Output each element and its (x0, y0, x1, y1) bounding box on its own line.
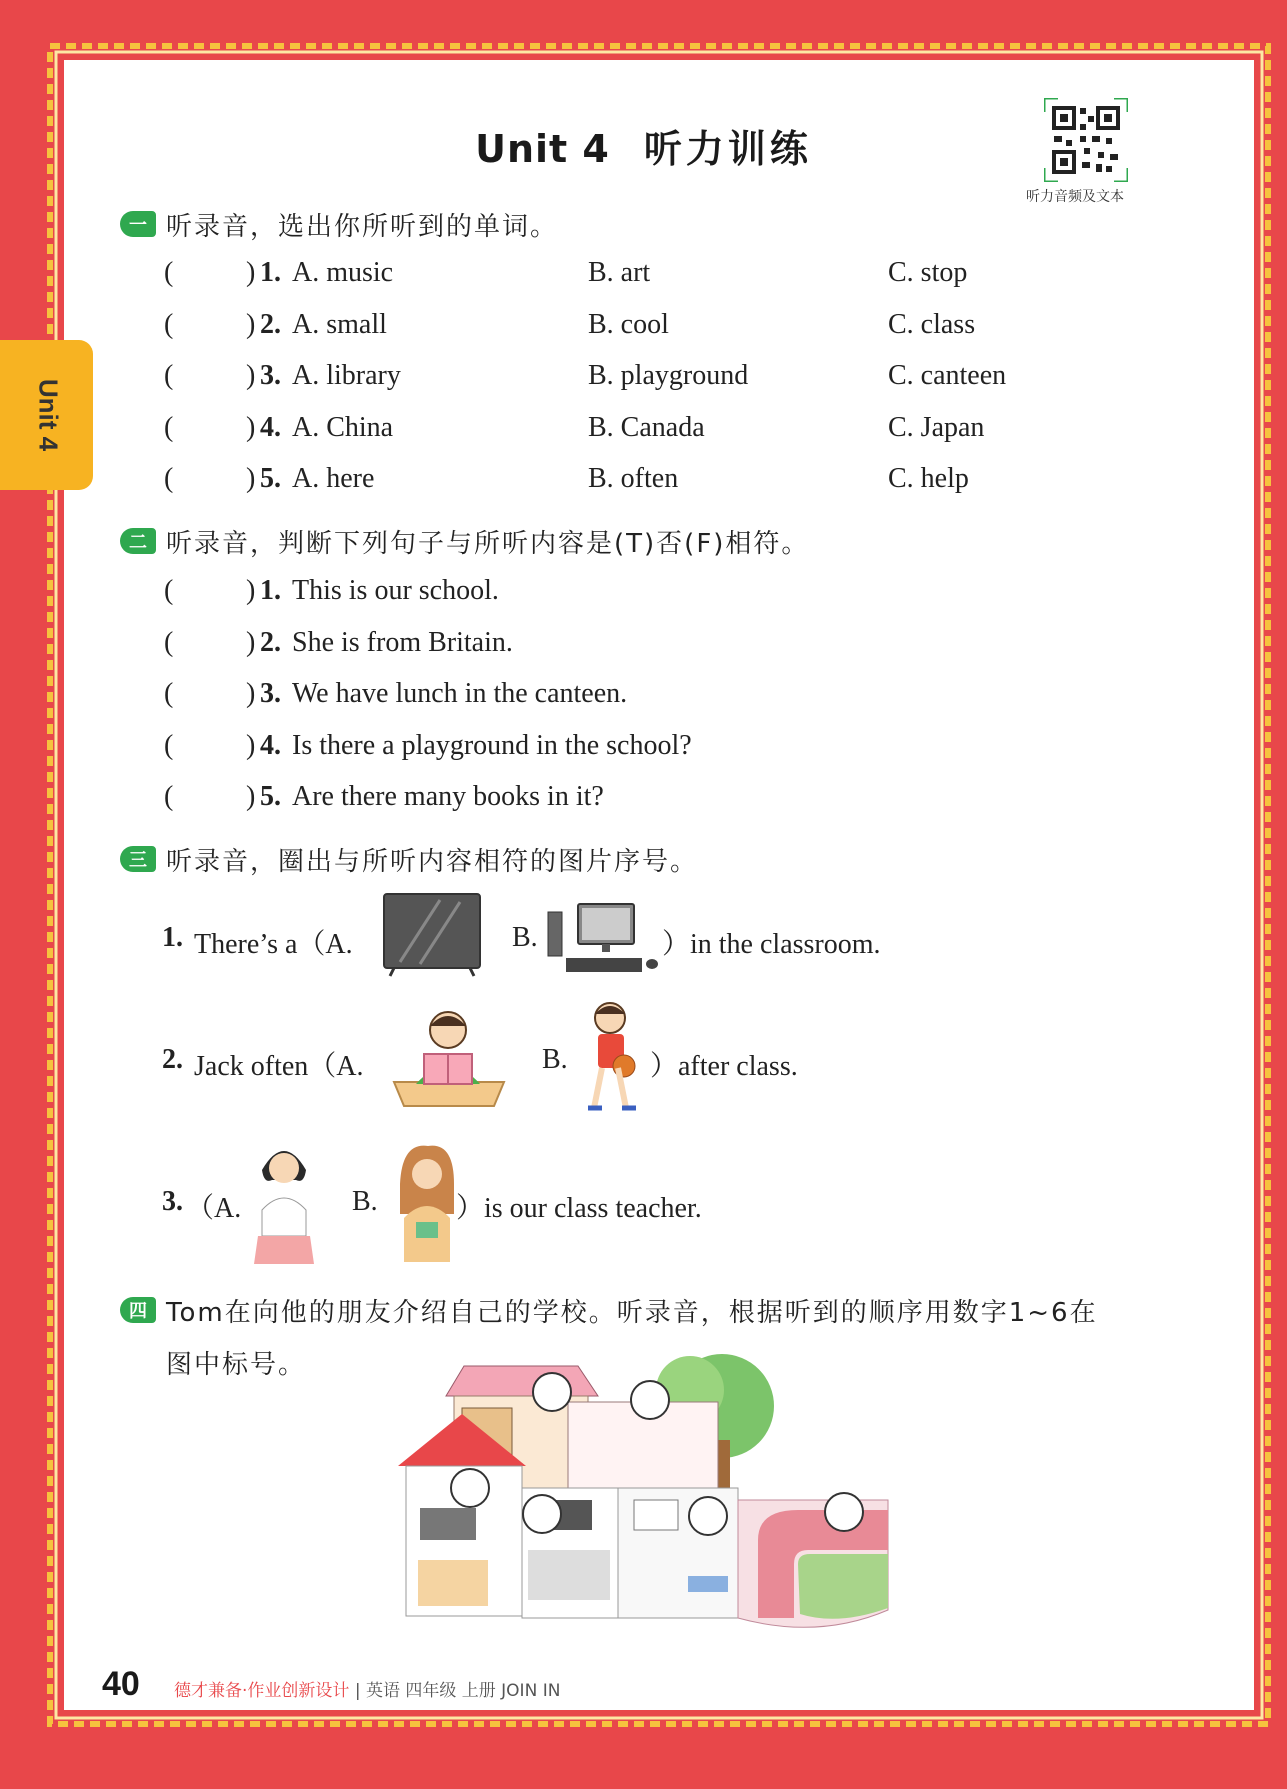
boy-reading-icon[interactable] (386, 1008, 512, 1112)
question-text-pre: （A. (186, 1193, 242, 1224)
section-badge: 三 (120, 846, 156, 872)
option-c: C. Japan (888, 411, 985, 443)
section-instruction-cont: 图中标号。 (166, 1350, 307, 1380)
answer-blank-close: ) (246, 411, 256, 443)
option-b: B. often (588, 463, 679, 494)
answer-blank[interactable]: ( (164, 411, 174, 443)
section-3-header (120, 842, 698, 876)
answer-blank[interactable]: ( (164, 626, 174, 658)
question-number: 5. (260, 463, 281, 494)
page-number: 40 (102, 1665, 140, 1703)
question-number: 3. (260, 678, 281, 709)
section-instruction: 听录音，判断下列句子与所听内容是(T)否(F)相符。 (166, 528, 810, 559)
section-instruction: 听录音，圈出与所听内容相符的图片序号。 (166, 846, 699, 877)
statement-text: We have lunch in the canteen. (292, 678, 628, 709)
question-number: 2. (260, 626, 281, 658)
side-tab-label: Unit 4 (33, 378, 64, 452)
section-4-header (120, 1293, 1098, 1327)
option-b: B. art (588, 257, 651, 288)
statement-text: Are there many books in it? (292, 781, 604, 812)
answer-blank-close: ) (246, 678, 256, 709)
option-b: B. playground (588, 360, 749, 391)
option-a: A. small (292, 308, 387, 340)
option-a: A. here (292, 463, 375, 494)
question-number: 3. (260, 360, 281, 391)
statement-text: Is there a playground in the school? (292, 729, 692, 761)
woman-teacher-a-icon[interactable] (252, 1140, 316, 1264)
question-number: 2. (260, 308, 281, 340)
option-b: B. cool (588, 308, 669, 340)
answer-blank[interactable]: ( (164, 781, 174, 812)
section-instruction: 听录音，选出你所听到的单词。 (166, 211, 559, 242)
option-a: A. China (292, 411, 394, 443)
section-1-header (120, 207, 558, 241)
question-number: 3. (162, 1186, 183, 1217)
question-text-pre: There’s a（A. (194, 929, 353, 960)
section-badge: 四 (120, 1297, 156, 1323)
boy-basketball-icon[interactable] (580, 1000, 650, 1120)
option-b-label: B. (542, 1044, 568, 1075)
option-a: A. music (292, 257, 394, 288)
question-number: 1. (162, 922, 183, 953)
question-text-post: ）after class. (650, 1051, 798, 1082)
question-number: 5. (260, 781, 281, 812)
answer-blank-close: ) (246, 626, 256, 658)
tv-icon[interactable] (380, 892, 484, 978)
unit-side-tab (0, 340, 93, 490)
question-text-post: ）in the classroom. (662, 929, 881, 960)
footer-brand: 德才兼备·作业创新设计 (174, 1681, 350, 1701)
qr-label: 听力音频及文本 (1026, 189, 1124, 205)
qr-code-icon[interactable] (1044, 98, 1128, 182)
answer-blank-close: ) (246, 308, 256, 340)
answer-blank-close: ) (246, 463, 256, 494)
footer-book-info: 英语 四年级 上册 JOIN IN (365, 1681, 561, 1701)
answer-blank-close: ) (246, 257, 256, 288)
section-badge: 二 (120, 528, 156, 554)
school-illustration (398, 1350, 906, 1642)
option-b-label: B. (352, 1186, 378, 1217)
option-b-label: B. (512, 922, 538, 953)
answer-blank[interactable]: ( (164, 257, 174, 288)
option-c: C. class (888, 308, 976, 340)
question-text-post: ）is our class teacher. (456, 1193, 702, 1224)
answer-blank[interactable]: ( (164, 463, 174, 494)
question-number: 4. (260, 411, 281, 443)
answer-blank[interactable]: ( (164, 575, 174, 606)
option-c: C. stop (888, 257, 968, 288)
option-c: C. canteen (888, 360, 1007, 391)
computer-icon[interactable] (546, 902, 662, 978)
question-number: 1. (260, 257, 281, 288)
answer-blank[interactable]: ( (164, 729, 174, 761)
answer-blank[interactable]: ( (164, 360, 174, 391)
footer-text: 德才兼备·作业创新设计 | 英语 四年级 上册 JOIN IN (174, 1681, 561, 1701)
option-c: C. help (888, 463, 969, 494)
option-a: A. library (292, 360, 401, 391)
answer-blank-close: ) (246, 729, 256, 761)
answer-blank-close: ) (246, 360, 256, 391)
title-cn: 听力训练 (643, 127, 812, 171)
question-number: 4. (260, 729, 281, 761)
section-instruction: Tom在向他的朋友介绍自己的学校。听录音，根据听到的顺序用数字1~6在 (166, 1297, 1098, 1328)
woman-teacher-b-icon[interactable] (394, 1144, 460, 1262)
option-b: B. Canada (588, 411, 705, 443)
question-number: 2. (162, 1044, 183, 1075)
section-badge: 一 (120, 211, 156, 237)
question-text-pre: Jack often（A. (194, 1051, 364, 1082)
section-2-header (120, 524, 809, 558)
answer-blank[interactable]: ( (164, 308, 174, 340)
statement-text: This is our school. (292, 575, 499, 606)
title-unit: Unit 4 (475, 127, 610, 171)
answer-blank-close: ) (246, 575, 256, 606)
statement-text: She is from Britain. (292, 626, 513, 658)
answer-blank-close: ) (246, 781, 256, 812)
answer-blank[interactable]: ( (164, 678, 174, 709)
question-number: 1. (260, 575, 281, 606)
